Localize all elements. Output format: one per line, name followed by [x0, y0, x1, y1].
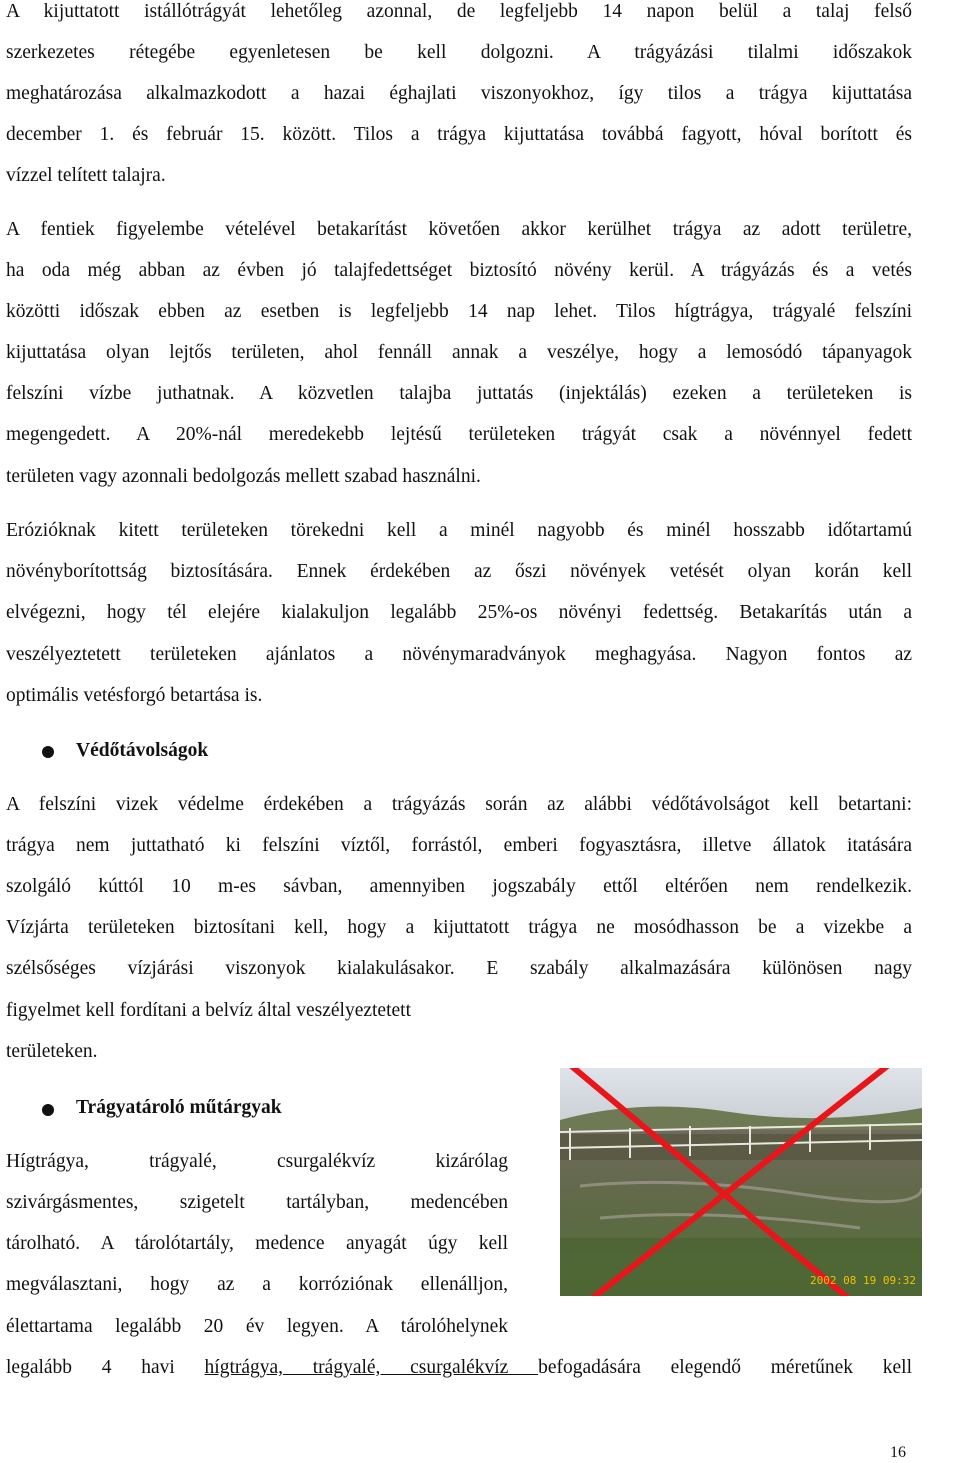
text-line: ha oda még abban az évben jó talajfedettséget biztosító növény kerül. A trágyázás és a vetés [6, 260, 912, 281]
text-line: A fentiek figyelembe vételével betakarítást követően akkor kerülhet trágya az adott területre, [6, 219, 912, 240]
text-line: december 1. és február 15. között. Tilos a trágya kijuttatása továbbá fagyott, hóval borított és [6, 124, 912, 145]
text-line: közötti időszak ebben az esetben is legfeljebb 14 nap lehet. Tilos hígtrágya, trágyalé felszíni [6, 301, 912, 322]
text-line: területeken. [6, 1041, 98, 1062]
text-line: élettartama legalább 20 év legyen. A tárolóhelynek [6, 1316, 508, 1337]
text-line: felszíni vízbe juthatnak. A közvetlen talajba juttatás (injektálás) ezeken a területeken is [6, 383, 912, 404]
text-line: Erózióknak kitett területeken törekedni kell a minél nagyobb és minél hosszabb időtartamú [6, 520, 912, 541]
text-line: kijuttatása olyan lejtős területen, ahol fennáll annak a veszélye, hogy a lemosódó tápanyagok [6, 342, 912, 363]
text-line: területen vagy azonnali bedolgozás mellett szabad használni. [6, 466, 481, 487]
text-fragment: legalább 4 havi [6, 1357, 205, 1378]
text-line: Vízjárta területeken biztosítani kell, hogy a kijuttatott trágya ne mosódhasson be a vizekbe a [6, 917, 912, 938]
photo-timestamp: 2002 08 19 09:32 [810, 1274, 916, 1287]
text-line: megengedett. A 20%-nál meredekebb lejtésű területeken trágyát csak a növénnyel fedett [6, 424, 912, 445]
text-line: megválasztani, hogy az a korróziónak ellenálljon, [6, 1274, 508, 1295]
section-heading: Védőtávolságok [76, 740, 209, 761]
text-line: szivárgásmentes, szigetelt tartályban, medencében [6, 1192, 508, 1213]
text-line: A kijuttatott istállótrágyát lehetőleg azonnal, de legfeljebb 14 napon belül a talaj felső [6, 1, 912, 22]
text-line [6, 1353, 912, 1383]
text-line: tárolható. A tárolótartály, medence anyagát úgy kell [6, 1233, 508, 1254]
text-line: növényborítottság biztosítására. Ennek érdekében az őszi növények vetését olyan korán kell [6, 561, 912, 582]
text-line: trágya nem juttatható ki felszíni víztől, forrástól, emberi fogyasztásra, illetve állatok itatására [6, 835, 912, 856]
bullet-icon [42, 746, 54, 758]
page-number: 16 [890, 1444, 906, 1461]
text-line: meghatározása alkalmazkodott a hazai éghajlati viszonyokhoz, így tilos a trágya kijuttatása [6, 83, 912, 104]
text-line: figyelmet kell fordítani a belvíz által veszélyeztetett [6, 1000, 411, 1021]
bullet-icon [42, 1104, 54, 1116]
field-photo-image [560, 1068, 922, 1296]
text-line: vízzel telített talajra. [6, 165, 166, 186]
text-line: optimális vetésforgó betartása is. [6, 685, 263, 706]
text-line: veszélyeztetett területeken ajánlatos a növénymaradványok meghagyása. Nagyon fontos az [6, 644, 912, 665]
section-heading: Trágyatároló műtárgyak [76, 1097, 282, 1118]
text-line: szerkezetes rétegébe egyenletesen be kell dolgozni. A trágyázási tilalmi időszakok [6, 42, 912, 63]
text-line: elvégezni, hogy tél elejére kialakuljon legalább 25%-os növényi fedettség. Betakarítás után a [6, 602, 912, 623]
text-fragment: befogadására elegendő méretűnek kell [538, 1357, 912, 1378]
field-photo [560, 1068, 922, 1296]
underlined-text: hígtrágya, trágyalé, csurgalékvíz [204, 1357, 539, 1378]
text-line: A felszíni vizek védelme érdekében a trágyázás során az alábbi védőtávolságot kell betartani: [6, 794, 912, 815]
text-line: szolgáló kúttól 10 m-es sávban, amennyiben jogszabály ettől eltérően nem rendelkezik. [6, 876, 912, 897]
text-line: szélsőséges vízjárási viszonyok kialakulásakor. E szabály alkalmazására különösen nagy [6, 958, 912, 979]
text-line: Hígtrágya, trágyalé, csurgalékvíz kizárólag [6, 1151, 508, 1172]
